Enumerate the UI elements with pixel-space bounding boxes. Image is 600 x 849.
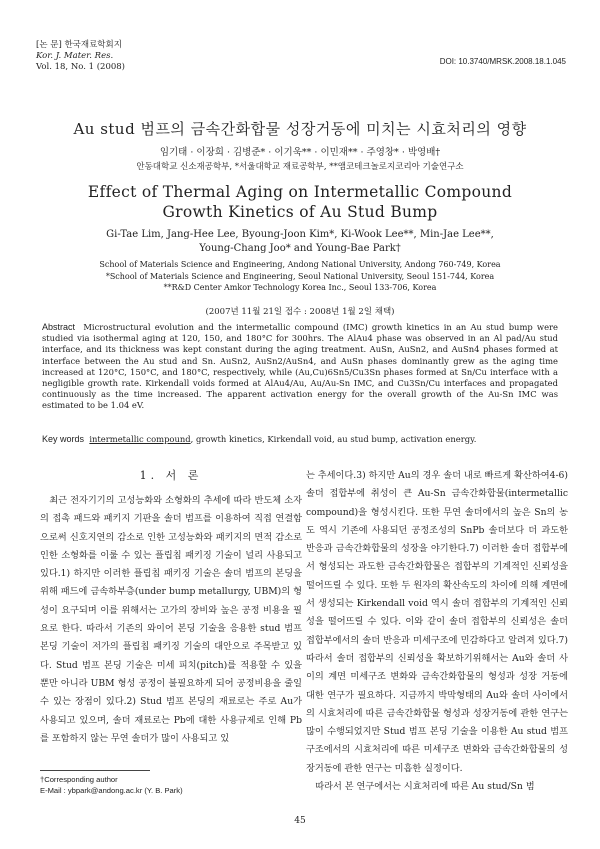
- title-english-line2: Growth Kinetics of Au Stud Bump: [162, 203, 438, 221]
- affiliations-korean: 안동대학교 신소재공학부, *서울대학교 재료공학부, **앰코테크놀로지코리아 기술연구소: [136, 162, 464, 172]
- doi: DOI: 10.3740/MRSK.2008.18.1.045: [439, 57, 566, 66]
- footnote-corresponding: †Corresponding author: [40, 775, 118, 784]
- footnote-email: E-Mail : ybpark@andong.ac.kr (Y. B. Park): [40, 786, 183, 795]
- keywords-label: Key words: [42, 434, 85, 444]
- footnote-divider: [40, 770, 150, 771]
- title-english-line1: Effect of Thermal Aging on Intermetallic Compound: [87, 183, 513, 201]
- authors-english-line2: Young-Chang Joo* and Young-Bae Park†: [199, 243, 401, 254]
- abstract-text: Microstructural evolution and the intermetallic compound (IMC) growth kinetics in an Au stud bump were studied via isothermal aging at 120, 150, and 180°C for 300hrs. The AlAu4 phase was observed in an Al pad/Au stud interface, and its thickness was kept constant during the aging treatment. AuSn, AuSn2, and AuSn4 phases formed at interface between the Au stud and Sn. AuSn2, AuSn2/AuSn4, and AuSn phases dominantly grew as the aging time increased at 120°C, 150°C, and 180°C, respectively, while (Au,Cu)6Sn5/Cu3Sn phases formed at Sn/Cu interface with a negligible growth rate. Kirkendall voids formed at AlAu4/Au, Au/Au-Sn IMC, and Cu3Sn/Cu interfaces and propagated continuously as the time increased. The apparent activation energy for the overall growth of the Au-Sn IMC was estimated to be 1.04 eV.: [42, 322, 558, 411]
- footnote: [40, 774, 302, 796]
- authors-korean: 임기태 · 이장희 · 김병준* · 이기욱** · 이민재** · 주영창* · 박영배†: [159, 147, 441, 158]
- keyword-first: intermetallic compound: [89, 434, 191, 444]
- keywords: [42, 434, 558, 445]
- intro-paragraph-2: 는 추세이다.3) 하지만 Au의 경우 솔더 내로 빠르게 확산하여4-6) 솔더 접합부에 취성이 큰 Au-Sn 금속간화합물(intermetallic compound)을 형성시킨다. 또한 무연 솔더에서의 높은 Sn의 농도 역시 기존에 사용되던 공정조성의 SnPb 솔더보다 더 과도한 반응과 금속간화합물의 성장을 야기한다.7) 이러한 솔더 접합부에서 형성되는 과도한 금속간화합물은 접합부의 기계적인 신뢰성을 떨어뜨릴 수 있다. 또한 두 원자의 확산속도의 차이에 의해 계면에서 생성되는 Kirkendall void 역시 솔더 접합부의 기계적인 신뢰성을 떨어뜨릴 수 있다. 이와 같이 솔더 접합부의 신뢰성은 솔더 접합부에서의 솔더 반응과 미세구조에 민감하다고 알려져 있다.7) 따라서 솔더 접합부의 신뢰성을 확보하기위해서는 Au와 솔더 사이의 계면 미세구조 변화와 금속간화합물의 형성과 성장 거동에 대한 연구가 필요하다. 지금까지 박막형태의 Au와 솔더 사이에서의 시효처리에 따른 금속간화합물 형성과 성장거동에 관한 연구는 많이 수행되었지만 Stud 범프 본딩 기술을 이용한 Au stud 범프 구조에서의 시효처리에 따른 미세구조 변화와 금속간화합물의 성장거동에 관한 연구는 미흡한 실정이다.: [306, 470, 568, 774]
- abstract: [42, 322, 558, 412]
- affiliation-1: School of Materials Science and Engineering, Andong National University, Andong 760-749, Korea: [99, 260, 501, 269]
- authors-english: [60, 228, 540, 256]
- journal-name-en: Kor. J. Mater. Res.: [36, 51, 114, 61]
- left-column: [40, 492, 302, 748]
- journal-name-ko: [논 문] 한국재료학회지: [36, 40, 122, 50]
- title-korean: Au stud 범프의 금속간화합물 성장거동에 미치는 시효처리의 영향: [73, 120, 527, 138]
- authors-english-line1: Gi-Tae Lim, Jang-Hee Lee, Byoung-Joon Kim*, Ki-Wook Lee**, Min-Jae Lee**,: [106, 229, 494, 240]
- section-heading-introduction: 1. 서 론: [139, 469, 203, 482]
- right-column: [306, 467, 568, 796]
- journal-header: [36, 40, 125, 73]
- page-number: 45: [294, 816, 306, 826]
- title-english: [0, 182, 600, 222]
- intro-paragraph-1: 최근 전자기기의 고성능화와 소형화의 추세에 따라 반도체 소자의 접촉 패드와 패키지 기판을 솔더 범프를 이용하여 직접 연결함으로써 신호지연의 감소로 인한 고성능화와 패키지의 면적 감소로 인한 소형화를 이룰 수 있는 플립칩 패키징 기술이 널리 사용되고 있다.1) 하지만 이러한 플립칩 패키징 기술은 솔더 범프의 본딩을 위해 패드에 금속하부층(under bump metallurgy, UBM)의 형성이 요구되며 이를 위해서는 고가의 장비와 높은 공정 비용을 필요로 한다. 따라서 기존의 와이어 본딩 기술을 응용한 stud 범프 본딩 기술이 저가의 플립칩 패키징 기술의 대안으로 주목받고 있다. Stud 범프 본딩 기술은 미세 피치(pitch)를 적용할 수 있을 뿐만 아니라 UBM 형성 공정이 불필요하게 되어 공정비용을 줄일 수 있는 장점이 있다.2) Stud 범프 본딩의 재료로는 주로 Au가 사용되고 있으며, 솔더 재료로는 Pb에 대한 사용규제로 인해 Pb를 포함하지 않는 무연 솔더가 많이 사용되고 있: [40, 495, 302, 744]
- received-dates: (2007년 11월 21일 접수 : 2008년 1월 2일 채택): [205, 307, 395, 317]
- affiliation-3: **R&D Center Amkor Technology Korea Inc., Seoul 133-706, Korea: [163, 283, 437, 292]
- abstract-label: Abstract: [42, 322, 76, 332]
- intro-paragraph-3: 따라서 본 연구에서는 시효처리에 따른 Au stud/Sn 범: [315, 781, 535, 793]
- affiliation-2: *School of Materials Science and Engineering, Seoul National University, Seoul 151-744, Korea: [105, 271, 495, 281]
- affiliations-english: [30, 259, 570, 294]
- journal-volume: Vol. 18, No. 1 (2008): [36, 62, 126, 72]
- keywords-rest: , growth kinetics, Kirkendall void, au stud bump, activation energy.: [190, 434, 477, 444]
